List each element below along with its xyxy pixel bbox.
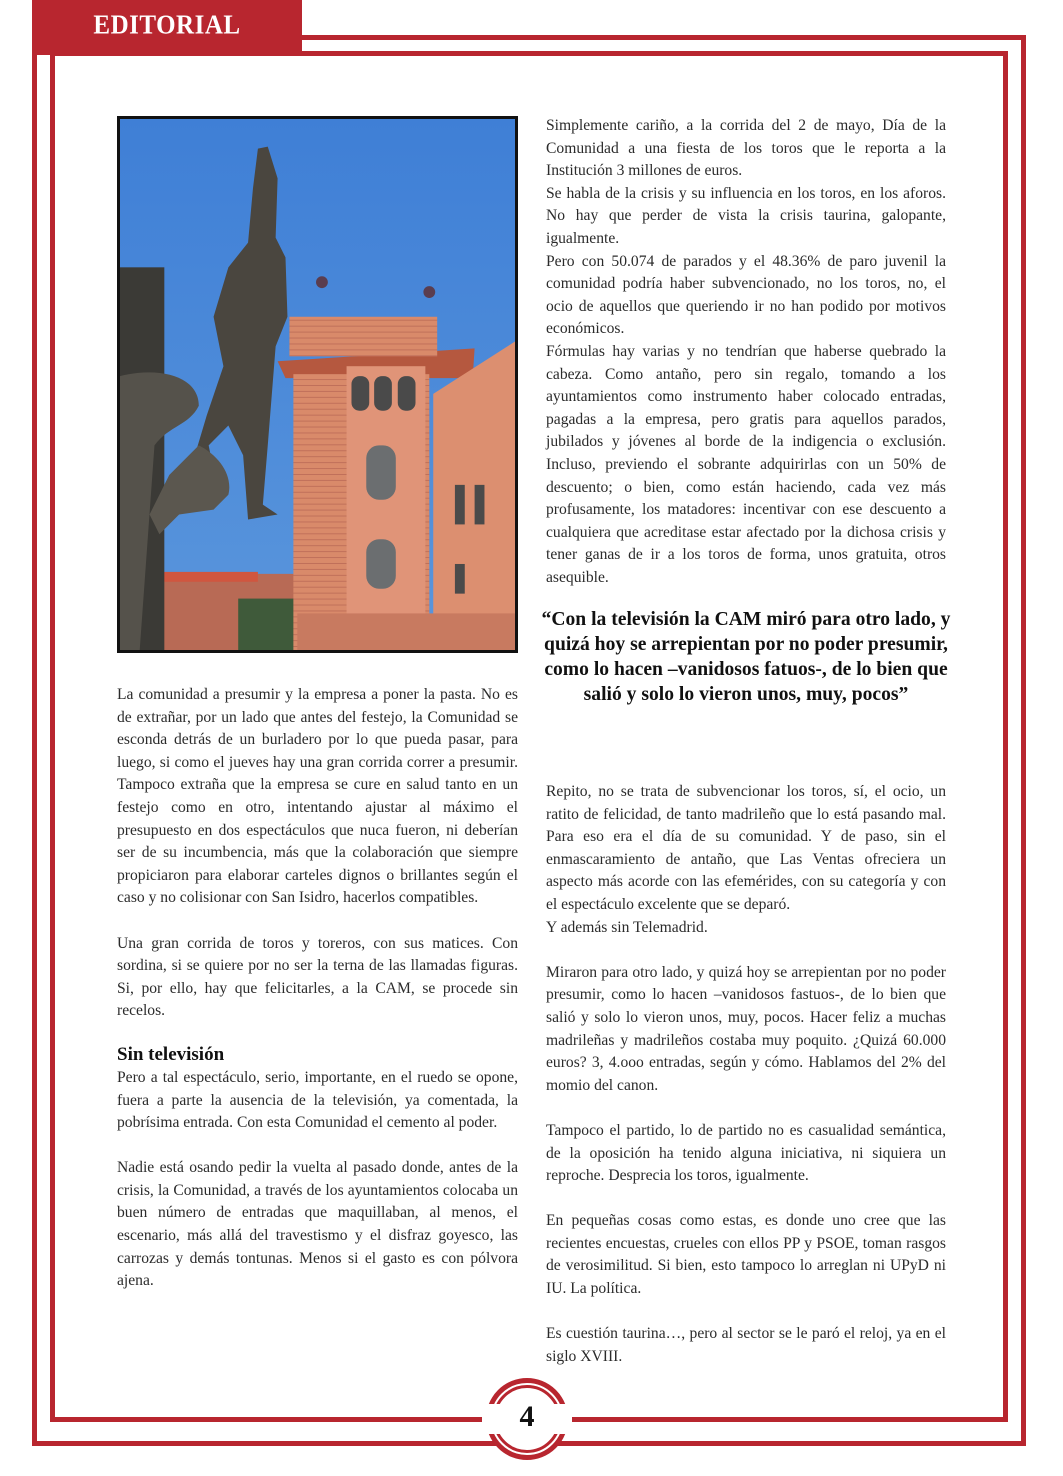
article-photo [117, 116, 518, 653]
paragraph: Miraron para otro lado, y quizá hoy se arrepientan por no poder presumir, como lo hacen –vanidosos fastuos-, de lo bien que salió y solo lo vieron unos, muy, pocos. Hacer feliz a muchas madrileñas y madrileños costaba muy poquito. ¿Quizá 60.000 euros? 3, 4.ooo entradas, según y cómo. Hablamos del 2% del momio del canon. [546, 963, 946, 1094]
page-number-badge [486, 1378, 568, 1460]
page-number: 4 [519, 1400, 535, 1433]
pull-quote: “Con la televisión la CAM miró para otro lado, y quizá hoy se arrepientan por no poder presumir, como lo hacen –vanidosos fatuos-, de lo bien que salió y solo lo vieron unos, muy, pocos” [541, 609, 951, 705]
right-column-bottom [546, 781, 946, 1368]
left-column [117, 684, 518, 1293]
paragraph: Tampoco el partido, lo de partido no es casualidad semántica, de la oposición ha tenido alguna iniciativa, ni siquiera un reproche. Desprecia los toros, igualmente. [546, 1121, 946, 1185]
paragraph: Simplemente cariño, a la corrida del 2 de mayo, Día de la Comunidad a una fiesta de los toros que le reporta a la Institución 3 millones de euros. [546, 117, 946, 180]
paragraph: Se habla de la crisis y su influencia en los toros, en los aforos. No hay que perder de vista la crisis taurina, galopante, igualmente. [546, 184, 946, 247]
paragraph: Y además sin Telemadrid. [546, 918, 708, 936]
subheading-sin-television: Sin televisión [117, 1043, 225, 1065]
paragraph: Fórmulas hay varias y no tendrían que haberse quebrado la cabeza. Como antaño, pero sin regalo, tomando a los ayuntamientos como instrumento haber colocado entradas, pagadas a la empresa, pero gratis para aquellos parados, jubilados y jóvenes al borde de la indigencia o exclusión. Incluso, previendo el sobrante adquirirlas con un 50% de descuento; o bien, como están haciendo, cada vez más profusamente, los matadores: incentivar con ese descuento a cualquiera que acreditase estar afectado por la dichosa crisis y tener ganas de ir a los toros de forma, unos gratuita, otros asequible. [546, 342, 946, 586]
paragraph: Es cuestión taurina…, pero al sector se le paró el reloj, ya en el siglo XVIII. [546, 1325, 946, 1365]
bullfighter-statue-and-bullring-image [120, 119, 515, 650]
paragraph: Pero con 50.074 de parados y el 48.36% de paro juvenil la comunidad podría haber subvencionado, no los toros, no, el ocio de aquellos que queriendo ir no han podido por motivos económicos. [546, 252, 946, 338]
section-label: EDITORIAL [93, 10, 241, 40]
paragraph: Repito, no se trata de subvencionar los toros, sí, el ocio, un ratito de felicidad, de tanto madrileño que lo está pasando mal. Para eso era el día de su comunidad. Y de paso, sin el enmascaramiento de antaño, que Las Ventas ofreciera un aspecto más acorde con las efemérides, con su categoría y con el espectáculo excelente que se deparó. [546, 783, 946, 913]
right-column-top [546, 115, 946, 589]
paragraph: La comunidad a presumir y la empresa a poner la pasta. No es de extrañar, por un lado que antes del festejo, la Comunidad se esconda detrás de un burladero por lo que pueda pasar, para luego, si como el jueves hay una gran corrida correr a presumir. Tampoco extraña que la empresa se cure en salud tanto en un festejo como en otro, intentando ajustar al máximo el presupuesto en dos espectáculos que nuca fueron, ni deberían ser de su incumbencia, más que la colaboración que siempre propiciaron para elaborar carteles dignos o brillantes según el caso y no colisionar con San Isidro, hacerlos compatibles. [117, 686, 518, 907]
section-header-tab [32, 0, 302, 55]
paragraph: Una gran corrida de toros y toreros, con sus matices. Con sordina, si se quiere por no ser la terna de las llamadas figuras. Si, por ello, hay que felicitarles, a la CAM, se procede sin recelos. [117, 934, 518, 1020]
paragraph: Nadie está osando pedir la vuelta al pasado donde, antes de la crisis, la Comunidad, a través de los ayuntamientos colocaba un buen número de entradas que maquillaban, al menos, el escenario, más allá del travestismo y el disfraz goyesco, las carrozas y demás tontunas. Menos si el gasto es con pólvora ajena. [117, 1159, 518, 1290]
paragraph: Pero a tal espectáculo, serio, importante, en el ruedo se opone, fuera a parte la ausencia de la televisión, ya comentada, la pobrísima entrada. Con esta Comunidad el cemento al poder. [117, 1068, 518, 1132]
paragraph: En pequeñas cosas como estas, es donde uno cree que las recientes encuestas, crueles con ellos PP y PSOE, toman rasgos de verosimilitud. Si bien, esto tampoco lo arreglan ni UPyD ni IU. La política. [546, 1212, 946, 1298]
